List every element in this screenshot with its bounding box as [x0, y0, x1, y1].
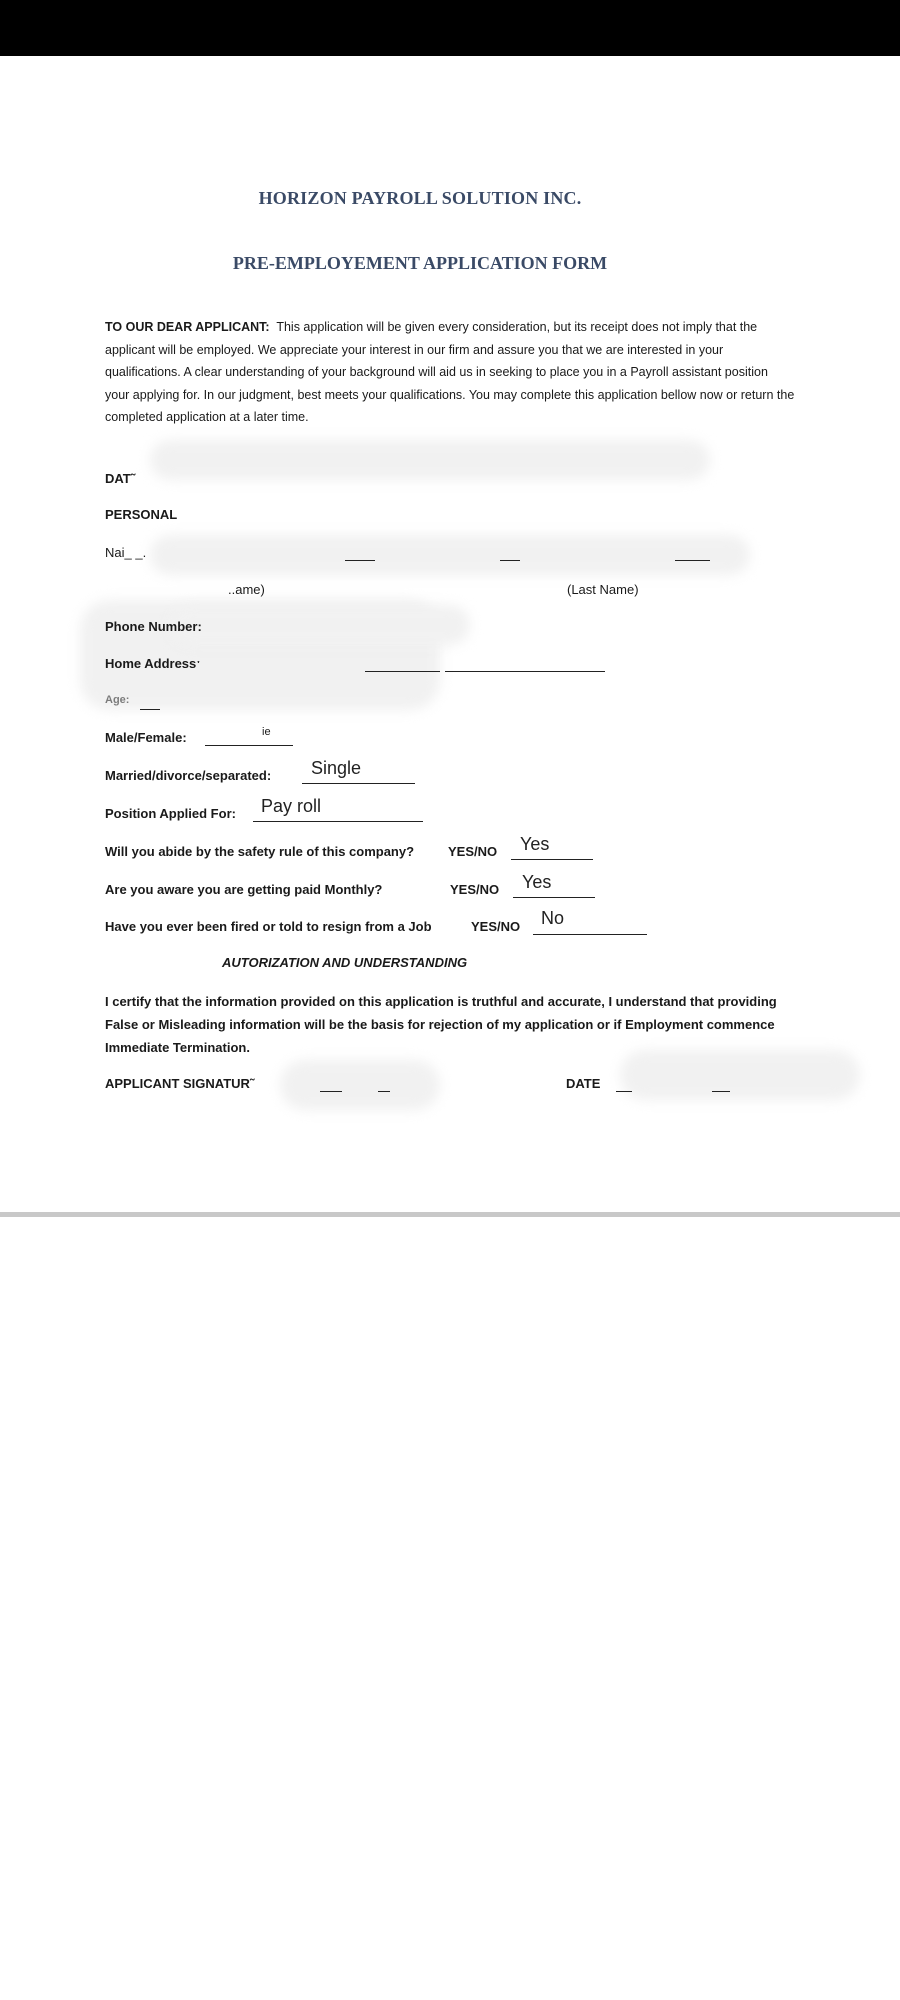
- address-line: [445, 671, 605, 672]
- signature-line: [378, 1091, 390, 1092]
- marital-status-value: Single: [311, 758, 362, 778]
- name-line: [675, 560, 710, 561]
- redaction-blur: [280, 1060, 440, 1110]
- intro-lead: TO OUR DEAR APPLICANT:: [105, 320, 270, 334]
- name-line: [345, 560, 375, 561]
- safety-line: [511, 859, 593, 860]
- intro-body: This application will be given every consideration, but its receipt does not imply that the applicant will be employed. We appreciate your interest in our firm and assure you that we are interested in your qualifications. A clear understanding of your background will aid us in seeking to place you in a Payroll assistant position your applying for. In our judgment, best meets your qualifications. You may complete this application bellow now or return the completed application at a later time.: [105, 320, 795, 424]
- first-name-caption: ..ame): [228, 582, 265, 597]
- intro-paragraph: [105, 316, 795, 429]
- name-label: Nai_ _.: [105, 545, 147, 560]
- safety-answer: Yes: [520, 834, 550, 854]
- gender-line: [205, 745, 293, 746]
- safety-yesno: YES/NO: [448, 844, 498, 859]
- authorization-heading: AUTORIZATION AND UNDERSTANDING: [222, 955, 468, 970]
- monthly-answer: Yes: [522, 872, 552, 892]
- home-address-label: Home Addressˑ: [105, 656, 201, 671]
- date-label: DAT˜: [105, 471, 136, 486]
- age-label: Age:: [105, 694, 130, 706]
- position-line: [253, 821, 423, 822]
- marital-line: [302, 783, 415, 784]
- redaction-blur: [150, 440, 710, 480]
- address-line: [365, 671, 440, 672]
- fired-question: Have you ever been fired or told to resign from a Job: [105, 919, 432, 934]
- page-divider: [0, 1212, 900, 1217]
- age-line: [140, 709, 160, 710]
- signature-date-label: DATE: [566, 1076, 601, 1091]
- certification-statement: I certify that the information provided on this application is truthful and accurate, I understand that providing False or Misleading information will be the basis for rejection of my application or if Employment commence Immediate Termination.: [105, 994, 777, 1055]
- monthly-yesno: YES/NO: [450, 882, 500, 897]
- position-label: Position Applied For:: [105, 806, 236, 821]
- monthly-line: [513, 897, 595, 898]
- signature-line: [320, 1091, 342, 1092]
- gender-value: ie: [262, 726, 271, 738]
- name-line: [500, 560, 520, 561]
- fired-answer: No: [541, 908, 565, 928]
- personal-heading: PERSONAL: [105, 507, 178, 522]
- safety-question: Will you abide by the safety rule of this company?: [105, 844, 415, 859]
- gender-label: Male/Female:: [105, 730, 187, 745]
- signature-date-line: [712, 1091, 730, 1092]
- status-bar: [0, 0, 900, 56]
- fired-line: [533, 934, 647, 935]
- redaction-blur: [150, 535, 750, 575]
- position-value: Pay roll: [261, 796, 322, 816]
- company-name: HORIZON PAYROLL SOLUTION INC.: [258, 188, 582, 208]
- marital-status-label: Married/divorce/separated:: [105, 768, 272, 783]
- form-title: PRE-EMPLOYEMENT APPLICATION FORM: [232, 253, 608, 273]
- signature-date-line: [616, 1091, 632, 1092]
- signature-label: APPLICANT SIGNATUR˜: [105, 1076, 255, 1091]
- last-name-caption: (Last Name): [567, 582, 639, 597]
- fired-yesno: YES/NO: [471, 919, 521, 934]
- redaction-blur: [170, 605, 470, 645]
- monthly-question: Are you aware you are getting paid Monthly?: [105, 882, 383, 897]
- phone-label: Phone Number:: [105, 619, 202, 634]
